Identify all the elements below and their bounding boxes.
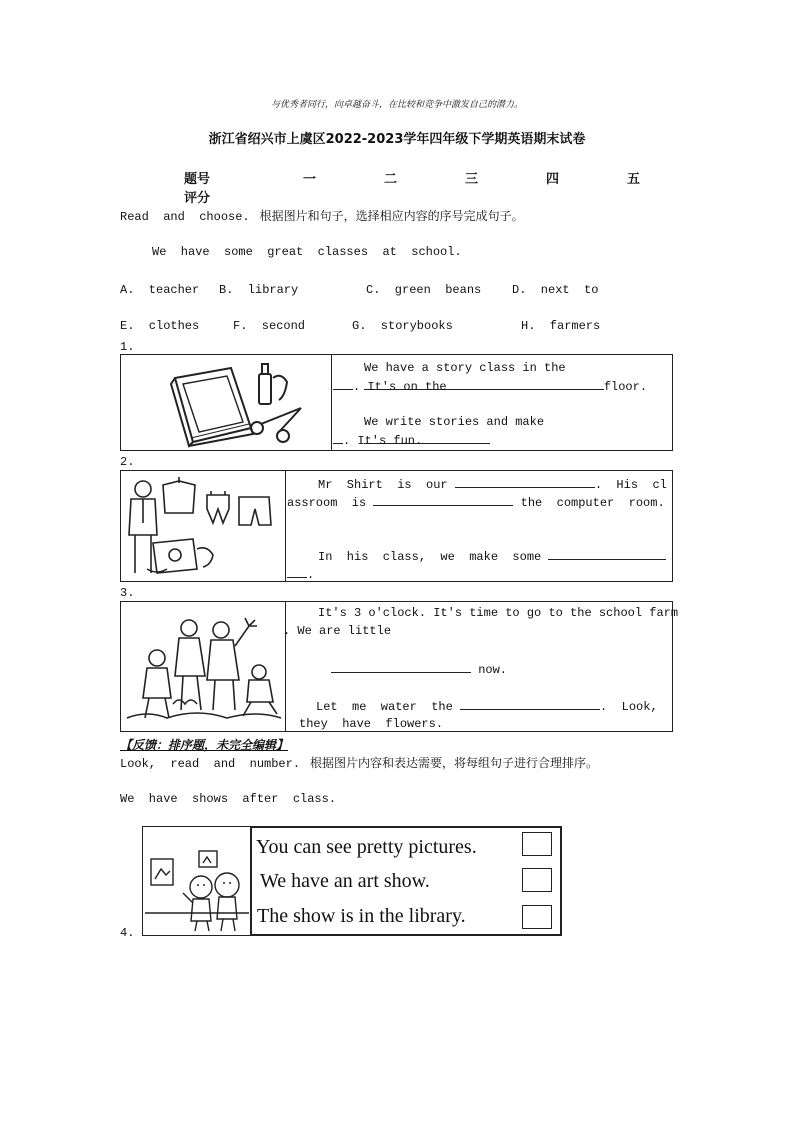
score-row-label: 题号 — [184, 172, 211, 187]
q4-number-box-1[interactable] — [522, 832, 552, 856]
section2-instruction-cn: 根据图片内容和表达需要，将每组句子进行合理排序。 — [310, 756, 599, 770]
q3-box — [120, 601, 679, 732]
q3-line5: they have flowers. — [299, 717, 444, 731]
q1-line3: We write stories and make — [364, 415, 545, 429]
q1-blank1-cont[interactable] — [333, 377, 353, 390]
instruction-en: Read and choose. — [120, 210, 250, 224]
q1-box — [120, 354, 673, 451]
option-g: G. storybooks — [352, 319, 453, 333]
q2-line1a: Mr Shirt is our — [318, 478, 448, 492]
score-row2-label: 评分 — [184, 191, 211, 206]
section1-context: We have some great classes at school. — [152, 245, 462, 259]
q4-number: 4. — [120, 926, 135, 940]
q2-line4: . — [307, 568, 315, 582]
q1-line2b: floor. — [603, 380, 648, 394]
score-col-2: 二 — [384, 172, 398, 187]
section2-instruction — [120, 754, 598, 772]
q2-blank3-cont[interactable] — [287, 565, 307, 578]
tailor-clothes-sewing-icon — [123, 473, 283, 579]
q4-sentence-2: We have an art show. — [260, 870, 430, 892]
q2-number: 2. — [120, 455, 135, 469]
q1-line2a: . It's on the — [353, 380, 447, 394]
section2-instruction-en: Look, read and number. — [120, 757, 301, 771]
option-a: A. teacher — [120, 283, 200, 297]
option-b: B. library — [219, 283, 299, 297]
q3-line2: . We are little — [283, 624, 392, 638]
page-title: 浙江省绍兴市上虞区2022-2023学年四年级下学期英语期末试卷 — [208, 132, 586, 147]
q3-line4b: . Look, — [600, 700, 658, 714]
feedback-note: 【反馈：排序题，未完全编辑】 — [120, 738, 289, 752]
q1-line1: We have a story class in the — [364, 361, 566, 375]
q1-line4: . It's fun. — [343, 434, 423, 448]
score-col-4: 四 — [546, 172, 560, 187]
option-f: F. second — [233, 319, 306, 333]
q4-number-box-3[interactable] — [522, 905, 552, 929]
q4-sentence-box — [250, 826, 562, 936]
option-e: E. clothes — [120, 319, 200, 333]
q2-line2a: assroom is — [287, 496, 367, 510]
instruction-cn: 根据图片和句子，选择相应内容的序号完成句子。 — [259, 209, 524, 223]
q4-sentence-1: You can see pretty pictures. — [256, 836, 477, 858]
section2-context: We have shows after class. — [120, 792, 337, 806]
q2-line2b: the computer room. — [520, 496, 665, 510]
option-d: D. next to — [512, 283, 599, 297]
q2-blank1[interactable] — [455, 475, 595, 488]
book-scissors-glue-icon — [161, 358, 311, 448]
q3-number: 3. — [120, 586, 135, 600]
art-show-children-icon — [145, 829, 249, 933]
score-col-1: 一 — [303, 172, 317, 187]
q1-blank2[interactable] — [454, 377, 604, 390]
motto: 与优秀者同行，向卓越奋斗，在比较和竞争中激发自己的潜力。 — [270, 100, 523, 110]
farm-children-icon — [123, 606, 283, 728]
section1-instruction — [120, 207, 524, 225]
q2-blank2[interactable] — [373, 493, 513, 506]
q4-picture-box — [142, 826, 252, 936]
q2-line3a: In his class, we make some — [318, 550, 542, 564]
q1-number: 1. — [120, 340, 135, 354]
score-col-5: 五 — [627, 172, 641, 187]
q1-blank3-cont[interactable] — [333, 431, 343, 444]
option-c: C. green beans — [366, 283, 482, 297]
q3-line1: It's 3 o'clock. It's time to go to the school farm — [318, 606, 679, 620]
q3-line4a: Let me water the — [316, 700, 453, 714]
option-h: H. farmers — [521, 319, 601, 333]
q3-blank2[interactable] — [460, 697, 600, 710]
q2-box — [120, 470, 673, 582]
q4-number-box-2[interactable] — [522, 868, 552, 892]
q4-sentence-3: The show is in the library. — [257, 905, 466, 927]
q2-line1b: . His cl — [594, 478, 667, 492]
q3-line3b: now. — [478, 663, 508, 677]
q3-blank1[interactable] — [331, 660, 471, 673]
q2-blank3[interactable] — [548, 547, 666, 560]
score-col-3: 三 — [465, 172, 479, 187]
